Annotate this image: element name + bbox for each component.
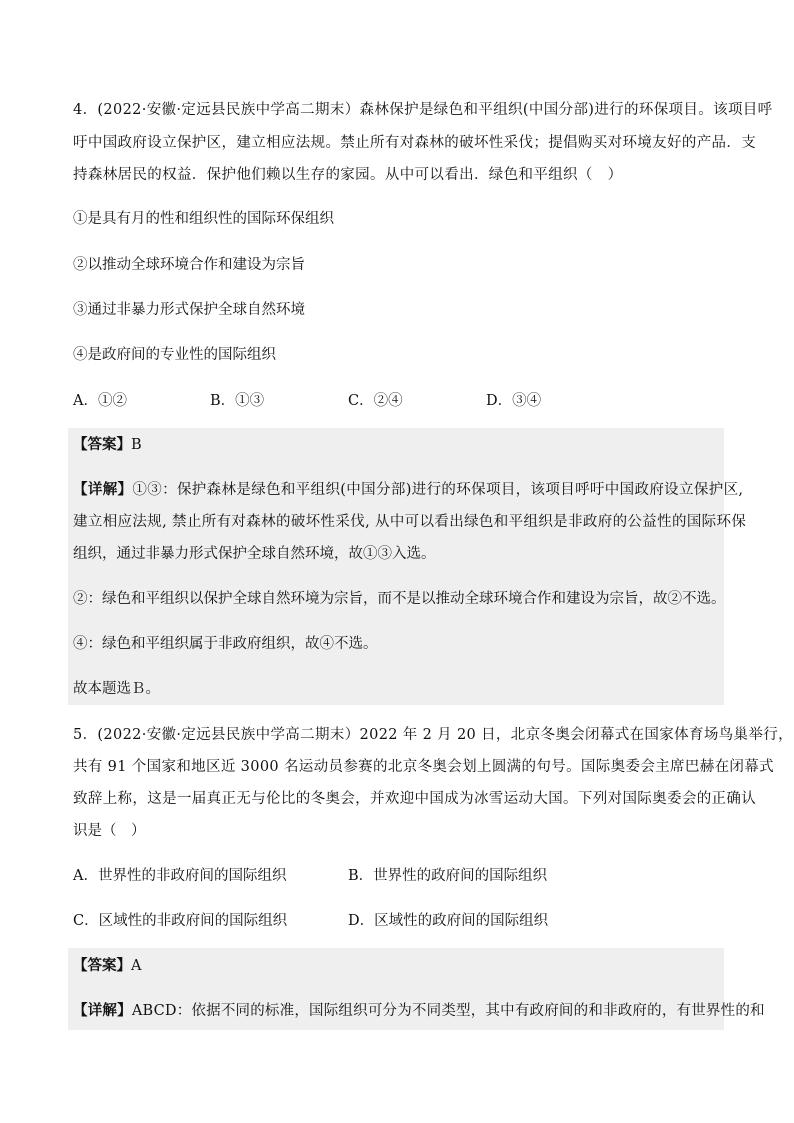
q5-detail-label: 【详解】 [73,1002,132,1019]
q4-stem-line-1: 4．(2022·安徽·定远县民族中学高二期末）森林保护是绿色和平组织(中国分部)进行的环保项目。该项目呼 [73,102,773,118]
q5-option-a: A．世界性的非政府间的国际组织 [73,868,287,884]
q4-statement-2: ②以推动全球环境合作和建设为宗旨 [73,257,305,273]
q5-stem-line-4: 识是（ ） [73,823,146,839]
q4-statement-3: ③通过非暴力形式保护全球自然环境 [73,302,305,318]
q5-detail-line-1 [73,1001,765,1021]
q4-detail-line-5: ④：绿色和平组织属于非政府组织，故④不选。 [73,636,378,652]
q5-answer-value: A [131,958,142,974]
q4-option-d: D．③④ [486,393,542,409]
q4-option-c: C．②④ [348,393,403,409]
q4-statement-4: ④是政府间的专业性的国际组织 [73,347,276,363]
q4-stem-line-3: 持森林居民的权益．保护他们赖以生存的家园。从中可以看出．绿色和平组织（ ） [73,167,623,183]
q4-answer-label: 【答案】 [73,436,131,453]
q5-stem-line-3: 致辞上称，这是一届真正无与伦比的冬奥会，并欢迎中国成为冰雪运动大国。下列对国际奥委会的正确认 [73,791,757,807]
q4-answer-value: B [131,437,142,453]
q5-stem-line-2: 共有 91 个国家和地区近 3000 名运动员参赛的北京冬奥会划上圆满的句号。国际奥委会主席巴赫在闭幕式 [73,759,774,775]
q5-answer-label: 【答案】 [73,957,131,974]
q5-option-c: C．区域性的非政府间的国际组织 [73,913,288,929]
q4-option-b: B．①③ [210,393,265,409]
q4-statement-1: ①是具有月的性和组织性的国际环保组织 [73,211,334,227]
q4-detail-line-6: 故本题选Ｂ。 [73,681,160,697]
q4-detail-line-1 [73,480,743,500]
q5-detail-text-1: ABCD：依据不同的标准，国际组织可分为不同类型，其中有政府间的和非政府的，有世界性的和 [131,1003,765,1019]
q4-answer [73,435,142,455]
q5-answer [73,956,141,976]
q4-option-a: A．①② [73,393,127,409]
q4-detail-label: 【详解】 [73,481,133,498]
q4-stem-line-2: 吁中国政府设立保护区，建立相应法规。禁止所有对森林的破坏性采伐；提倡购买对环境友好的产品．支 [73,135,757,151]
q4-detail-line-2: 建立相应法规, 禁止所有对森林的破坏性采伐, 从中可以看出绿色和平组织是非政府的公益性的国际环保 [73,514,747,530]
q5-option-d: D．区域性的政府间的国际组织 [348,913,549,929]
q4-answer-block [68,428,724,705]
q4-detail-text-1: ①③：保护森林是绿色和平组织(中国分部)进行的环保项目，该项目呼吁中国政府设立保护区, [132,482,744,498]
q4-detail-line-3: 组织，通过非暴力形式保护全球自然环境，故①③入选。 [73,546,436,562]
q5-option-b: B．世界性的政府间的国际组织 [348,868,548,884]
q5-stem-line-1: 5．(2022·安徽·定远县民族中学高二期末）2022 年 2 月 20 日，北京冬奥会闭幕式在国家体育场鸟巢举行， [73,727,793,743]
q4-detail-line-4: ②：绿色和平组织以保护全球自然环境为宗旨，而不是以推动全球环境合作和建设为宗旨，故②不选。 [73,591,726,607]
